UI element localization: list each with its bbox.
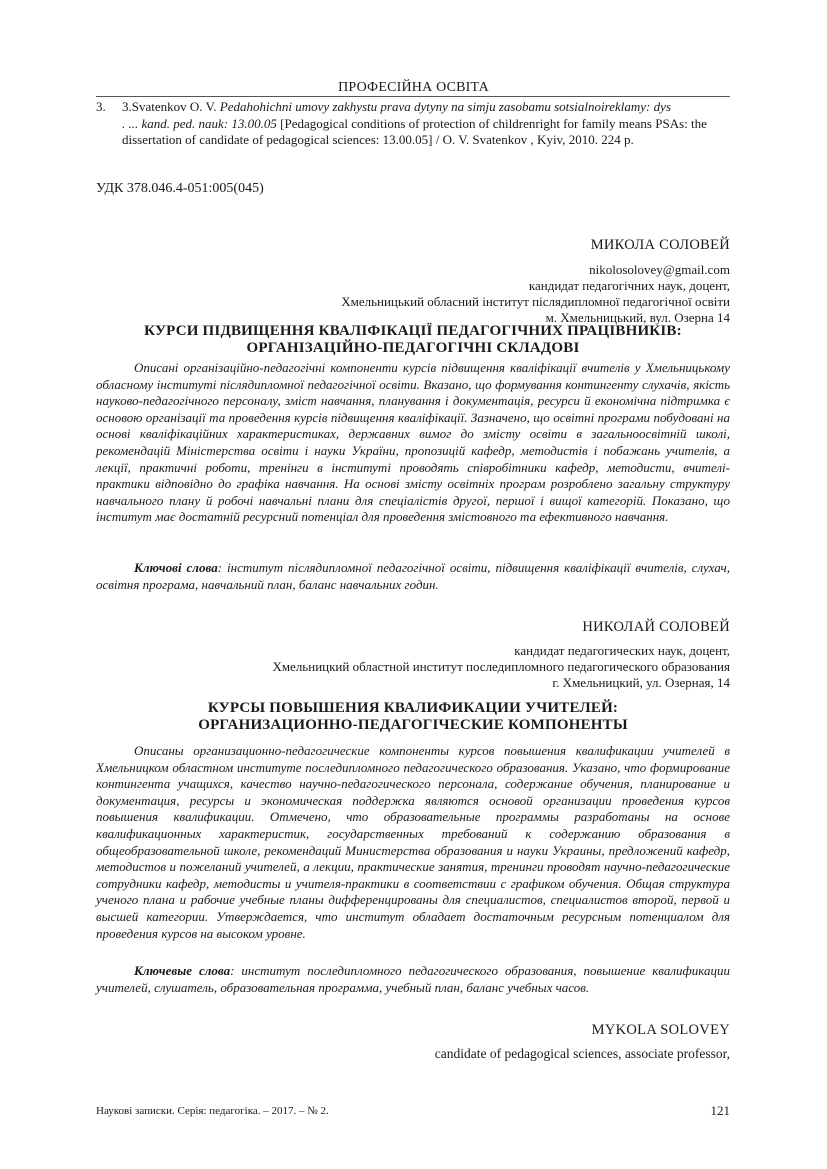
article-title-russian xyxy=(96,700,730,734)
title-russian-line2: ОРГАНИЗАЦИОННО-ПЕДАГОГІЧЕСКИЕ КОМПОНЕНТЫ xyxy=(198,717,628,733)
institution-ukrainian: Хмельницький обласний інститут післядипломної педагогічної освіти xyxy=(341,294,730,309)
keywords-label-russian: Ключевые слова xyxy=(134,963,231,978)
keywords-text-russian: : институт последипломного педагогического образования, повышение квалификации учителей, слушатель, образовательная программа, учебный план, баланс учебных часов. xyxy=(96,963,730,995)
udk-code: УДК 378.046.4-051:005(045) xyxy=(96,181,264,196)
header-divider xyxy=(96,96,730,97)
address-russian: г. Хмельницкий, ул. Озерная, 14 xyxy=(552,675,730,690)
journal-section-header: ПРОФЕСІЙНА ОСВІТА xyxy=(338,80,489,95)
author-degree-russian: кандидат педагогических наук, доцент, xyxy=(514,643,730,658)
reference-tail: dissertation of candidate of pedagogical sciences: 13.00.05] / O. V. Svatenkov , Kyiv, 2010. 224 p. xyxy=(122,132,634,147)
keywords-russian xyxy=(96,963,730,996)
reference-prefix: 3.Svatenkov O. V. xyxy=(122,99,220,114)
reference-italic-degree: . ... kand. ped. nauk: 13.00.05 xyxy=(122,115,277,131)
page-number: 121 xyxy=(710,1103,730,1118)
keywords-text-ukrainian: : інститут післядипломної педагогічної освіти, підвищення кваліфікації вчителів, слухач, освітня програма, навчальний план, баланс навчальних годин. xyxy=(96,560,730,592)
title-russian-line1: КУРСЫ ПОВЫШЕНИЯ КВАЛИФИКАЦИИ УЧИТЕЛЕЙ: xyxy=(207,700,619,716)
affiliation-ukrainian xyxy=(341,262,730,326)
address-ukrainian: м. Хмельницький, вул. Озерна 14 xyxy=(545,310,730,325)
affiliation-russian xyxy=(272,643,730,691)
footer-citation: Наукові записки. Серія: педагогіка. – 2017. – № 2. xyxy=(96,1105,329,1117)
author-name-russian: НИКОЛАЙ СОЛОВЕЙ xyxy=(582,619,730,635)
title-ukrainian-line1: КУРСИ ПІДВИЩЕННЯ КВАЛІФІКАЦІЇ ПЕДАГОГІЧНИХ ПРАЦІВНИКІВ: xyxy=(144,323,682,339)
author-degree-ukrainian: кандидат педагогічних наук, доцент, xyxy=(528,278,730,293)
author-name-english: MYKOLA SOLOVEY xyxy=(591,1022,730,1038)
institution-russian: Хмельницкий областной институт последипломного педагогического образования xyxy=(272,659,730,674)
keywords-ukrainian xyxy=(96,560,730,593)
abstract-ukrainian: Описані організаційно-педагогічні компоненти курсів підвищення кваліфікації вчителів у Хмельницькому обласному інституті післядипломної педагогічної освіти. Вказано, що формування контингенту слухачів, якість науково-педагогічного персоналу, зміст навчання, планування і документація, ресурси й економічна підтримка є основою організації та проведення курсів підвищення кваліфікації. Зазначено, що освітні програми побудовані на основі кваліфікаційних характеристиках, державних вимог до змісту освіти в загальноосвітній школі, рекомендацій Міністерства освіти і науки України, пропозицій кафедр, методистів і побажань учителів, а лекції, практичні роботи, тренінги в інституті проводять співробітники кафедр, методисти, вчителі-практики відповідно до графіка навчання. На основі змісту освітніх програм розроблено загальну структуру навчального плану й робочі навчальні плани для спеціалістів другої, першої і вищої категорій. Показано, що інститут має достатній ресурсний потенціал для проведення змістовного та ефективного навчання. xyxy=(96,360,730,525)
reference-translation: [Pedagogical conditions of protection of childrenright for family means PSAs: the xyxy=(276,115,707,131)
abstract-russian: Описаны организационно-педагогические компоненты курсов повышения квалификации учителей в Хмельницком областном институте последипломного педагогического образования. Указано, что формирование контингента учащихся, качество научно-педагогического персонала, содержание обучения, планирование и документация, ресурсы и экономическая поддержка являются основой организации проведения курсов повышения квалификации. Отмечено, что образовательные программы разработаны на основе квалификационных характеристик, государственных требований к содержанию образования в общеобразовательной школе, рекомендаций Министерства образования и науки Украины, предложений кафедр, методистов и пожеланий учителей, а лекции, практические занятия, тренинги проводят научно-педагогические сотрудники кафедр, методисты и учителя-практики в соответствии с графиком обучения. Общая структура ученого плана и рабочие учебные планы дифференцированы для специалистов, специалистов второй, первой и высшей категории. Утверждается, что институт обладает достаточным ресурсным потенциалом для проведения курсов на высоком уровне. xyxy=(96,743,730,941)
title-ukrainian-line2: ОРГАНІЗАЦІЙНО-ПЕДАГОГІЧНІ СКЛАДОВІ xyxy=(246,340,580,356)
keywords-label-ukrainian: Ключові слова xyxy=(134,560,218,575)
author-name-ukrainian: МИКОЛА СОЛОВЕЙ xyxy=(590,237,730,253)
article-title-ukrainian xyxy=(96,323,730,357)
reference-entry xyxy=(96,99,730,149)
author-degree-english: candidate of pedagogical sciences, associate professor, xyxy=(434,1046,730,1061)
reference-italic-title: Pedahohichni umovy zakhystu prava dytyny na simju zasobamu sotsialnoireklamy: dys xyxy=(219,99,671,114)
reference-number: 3. xyxy=(96,99,106,114)
author-email[interactable]: nikolosolovey@gmail.com xyxy=(589,262,730,277)
